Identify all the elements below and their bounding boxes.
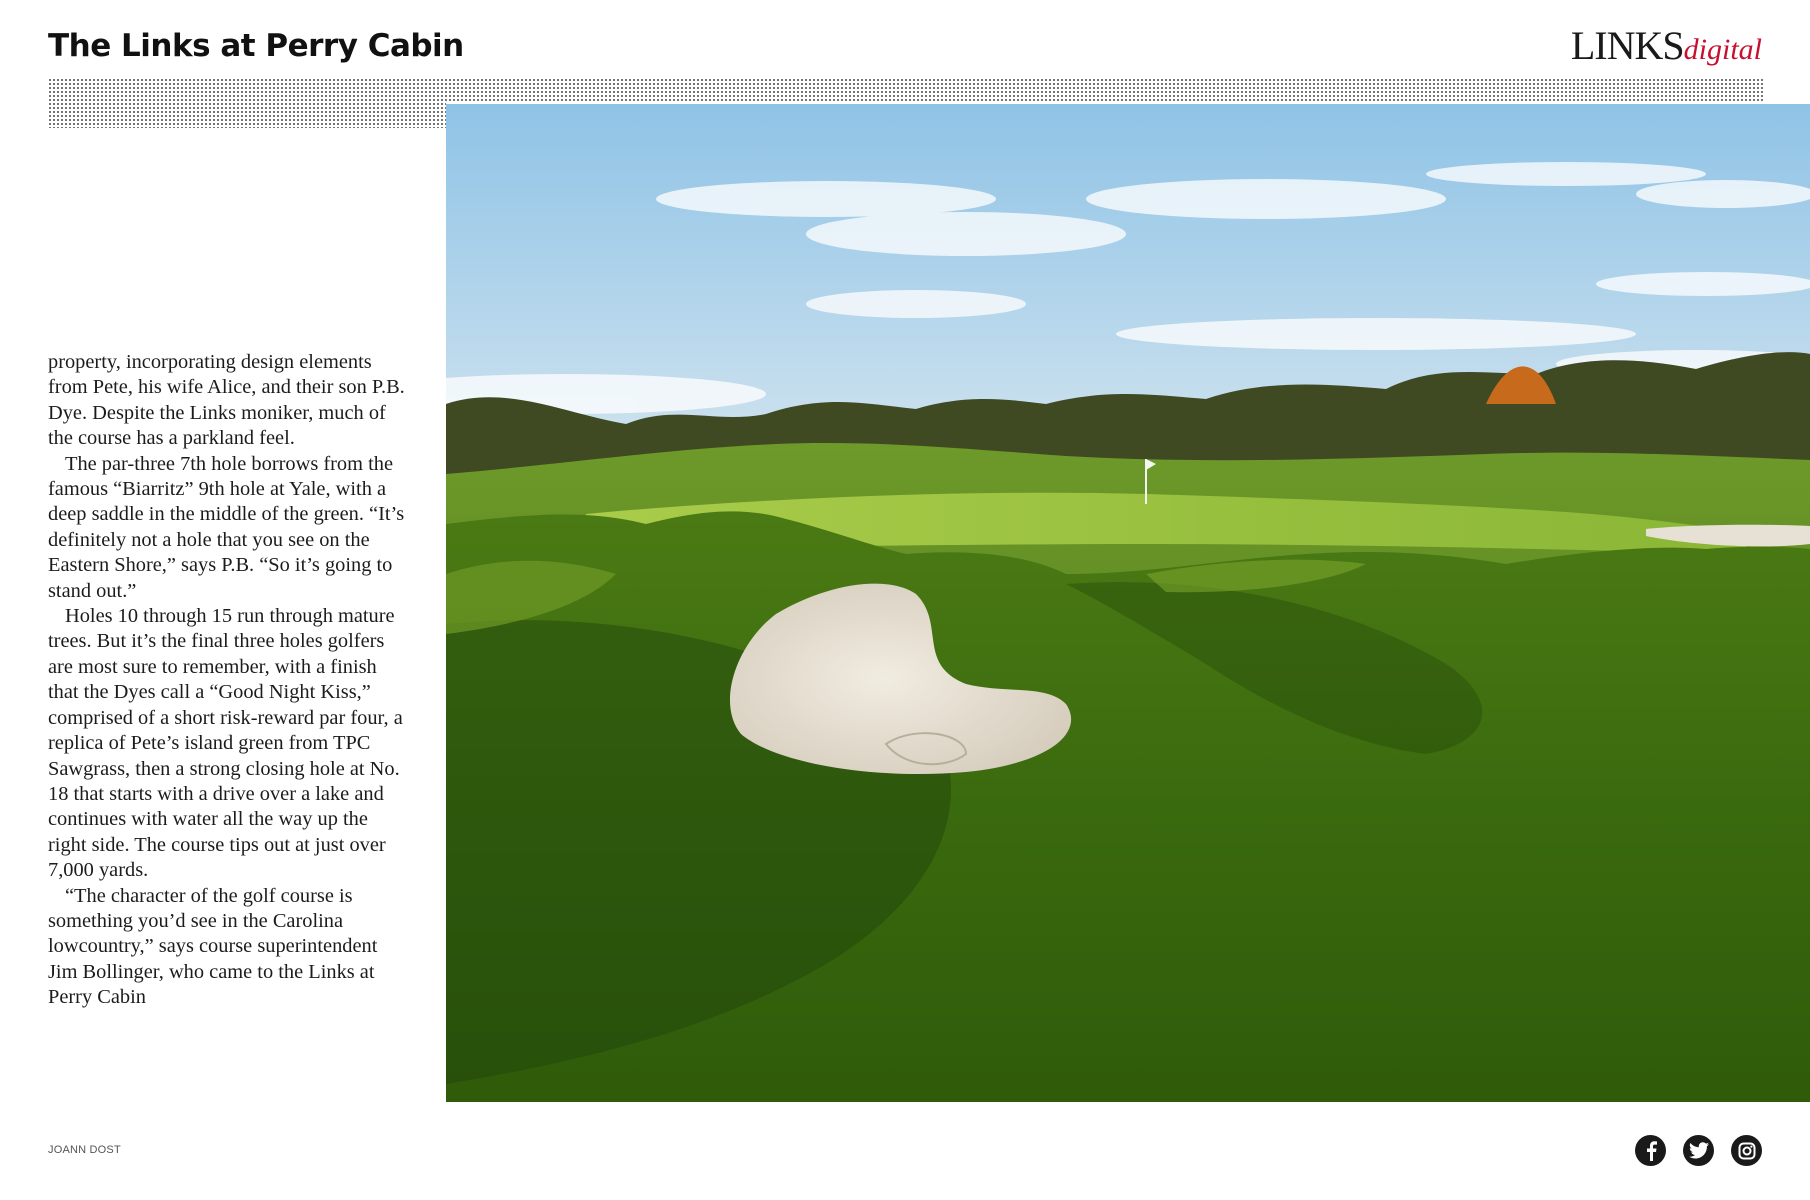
article-paragraph: The par-three 7th hole borrows from the famous “Biarritz” 9th hole at Yale, with a deep saddle in the middle of the green. “It’s definitely not a hole that you see on the Eastern Shore,” says P.B. “So it’s going to stand out.” [48,452,405,602]
article-body [48,350,408,1011]
instagram-icon[interactable] [1731,1135,1762,1166]
links-digital-logo[interactable] [1570,23,1762,68]
page-title: The Links at Perry Cabin [48,28,464,64]
golf-course-photo [446,104,1810,1102]
halftone-dot-band-tail [48,102,446,128]
twitter-icon[interactable] [1683,1135,1714,1166]
halftone-dot-band [48,78,1764,102]
article-paragraph: “The character of the golf course is something you’d see in the Carolina lowcountry,” says course superintendent Jim Bollinger, who came to the Links at Perry Cabin [48,884,378,1009]
facebook-icon[interactable] [1635,1135,1666,1166]
photo-credit: JOANN DOST [48,1144,121,1156]
logo-digital-text: digital [1683,33,1762,66]
social-links [1635,1135,1762,1166]
article-paragraph: property, incorporating design elements from Pete, his wife Alice, and their son P.B. Dye. Despite the Links moniker, much of the course has a parkland feel. [48,351,405,450]
logo-links-text: LINKS [1570,23,1684,68]
article-paragraph: Holes 10 through 15 run through mature trees. But it’s the final three holes golfers are most sure to remember, with a finish that the Dyes call a “Good Night Kiss,” comprised of a short risk-reward par four, a replica of Pete’s island green from TPC Sawgrass, then a strong closing hole at No. 18 that starts with a drive over a lake and continues with water all the way up the right side. The course tips out at just over 7,000 yards. [48,605,403,882]
